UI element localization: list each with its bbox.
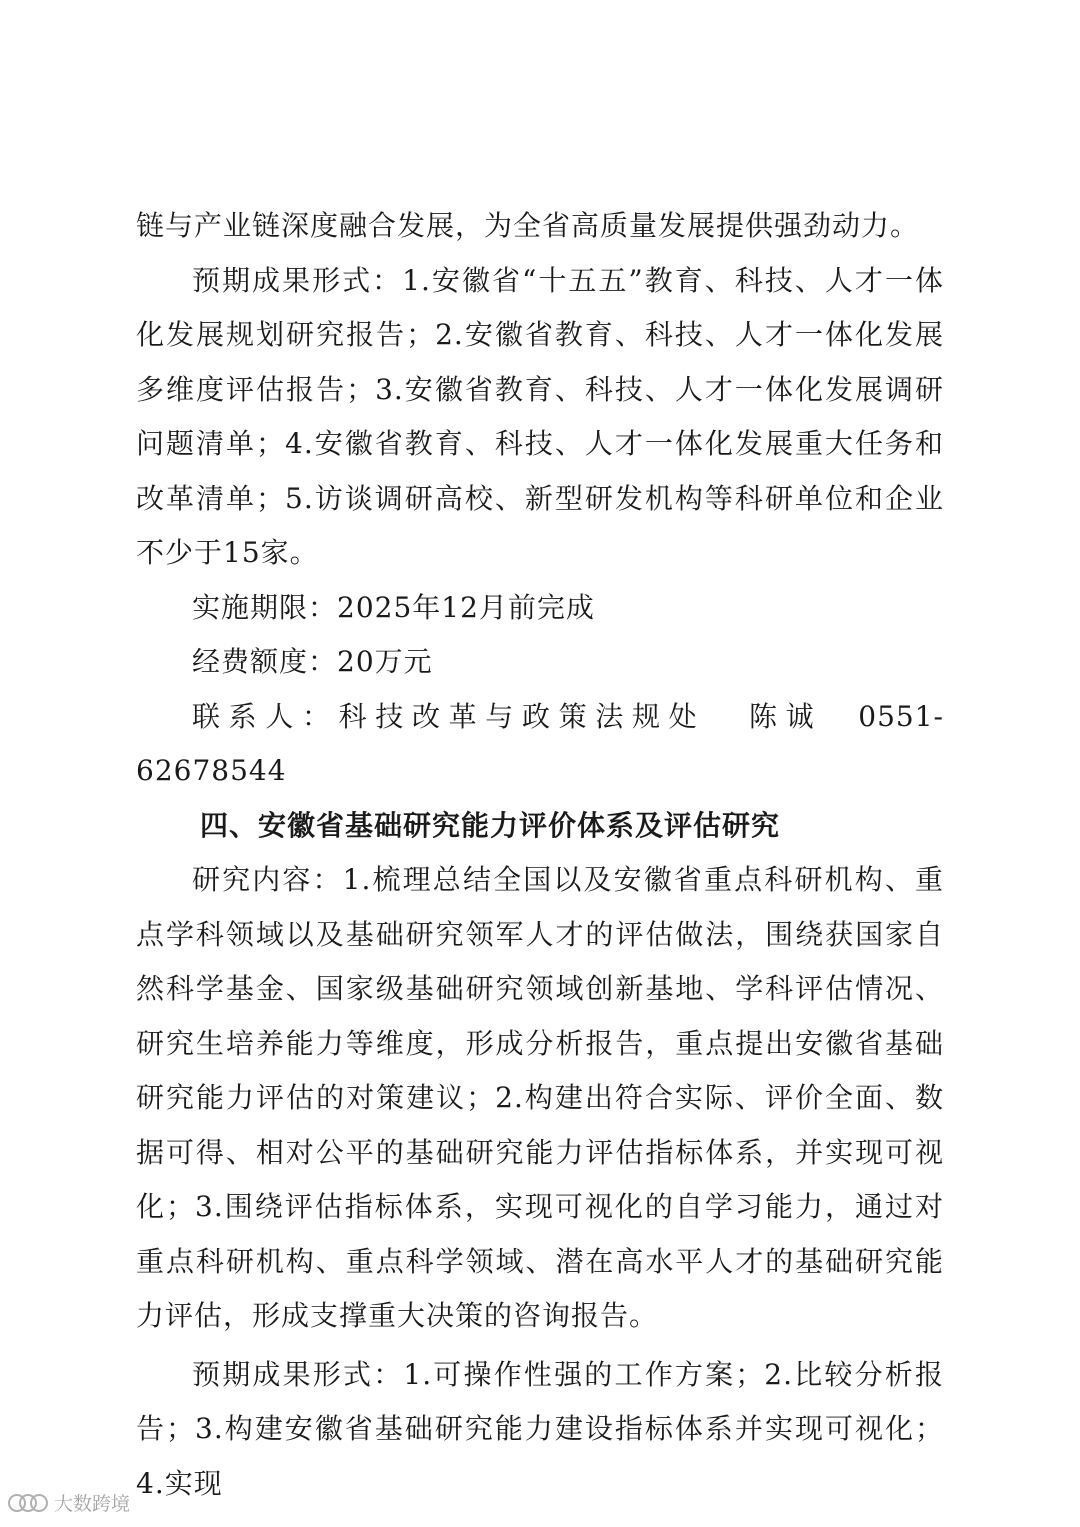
paragraph-expected-outcomes-2: 预期成果形式：1.可操作性强的工作方案；2.比较分析报告；3.构建安徽省基础研究能力建设指标体系并实现可视化；4.实现: [136, 1357, 944, 1500]
watermark: [8, 1488, 130, 1516]
body-text: [136, 199, 944, 1511]
paragraph-continuation: 链与产业链深度融合发展，为全省高质量发展提供强劲动力。: [136, 209, 920, 242]
contact-phone: 0551-62678544: [136, 699, 944, 787]
contact-label: 联系人：科技改革与政策法规处: [192, 699, 706, 733]
section-heading: 四、安徽省基础研究能力评价体系及评估研究: [200, 808, 781, 842]
paragraph-expected-outcomes-1: 预期成果形式：1.安徽省“十五五”教育、科技、人才一体化发展规划研究报告；2.安徽省教育、科技、人才一体化发展多维度评估报告；3.安徽省教育、科技、人才一体化发展调研问题清单；4.安徽省教育、科技、人才一体化发展重大任务和改革清单；5.访谈调研高校、新型研发机构等科研单位和企业不少于15家。: [136, 263, 944, 569]
paragraph-contact: [136, 690, 944, 799]
paragraph-funding-amount: 经费额度：20万元: [192, 645, 433, 678]
paragraph-research-content: 研究内容：1.梳理总结全国以及安徽省重点科研机构、重点学科领域以及基础研究领军人才的评估做法，围绕获国家自然科学基金、国家级基础研究领域创新基地、学科评估情况、研究生培养能力等维度，形成分析报告，重点提出安徽省基础研究能力评估的对策建议；2.构建出符合实际、评价全面、数据可得、相对公平的基础研究能力评估指标体系，并实现可视化；3.围绕评估指标体系，实现可视化的自学习能力，通过对重点科研机构、重点科学领域、潜在高水平人才的基础研究能力评估，形成支撑重大决策的咨询报告。: [136, 863, 944, 1332]
paragraph-implementation-period: 实施期限：2025年12月前完成: [192, 590, 595, 624]
contact-name: 陈诚: [741, 699, 823, 733]
watermark-text: 大数跨境: [54, 1492, 131, 1515]
linked-circles-logo-icon: [8, 1491, 48, 1513]
